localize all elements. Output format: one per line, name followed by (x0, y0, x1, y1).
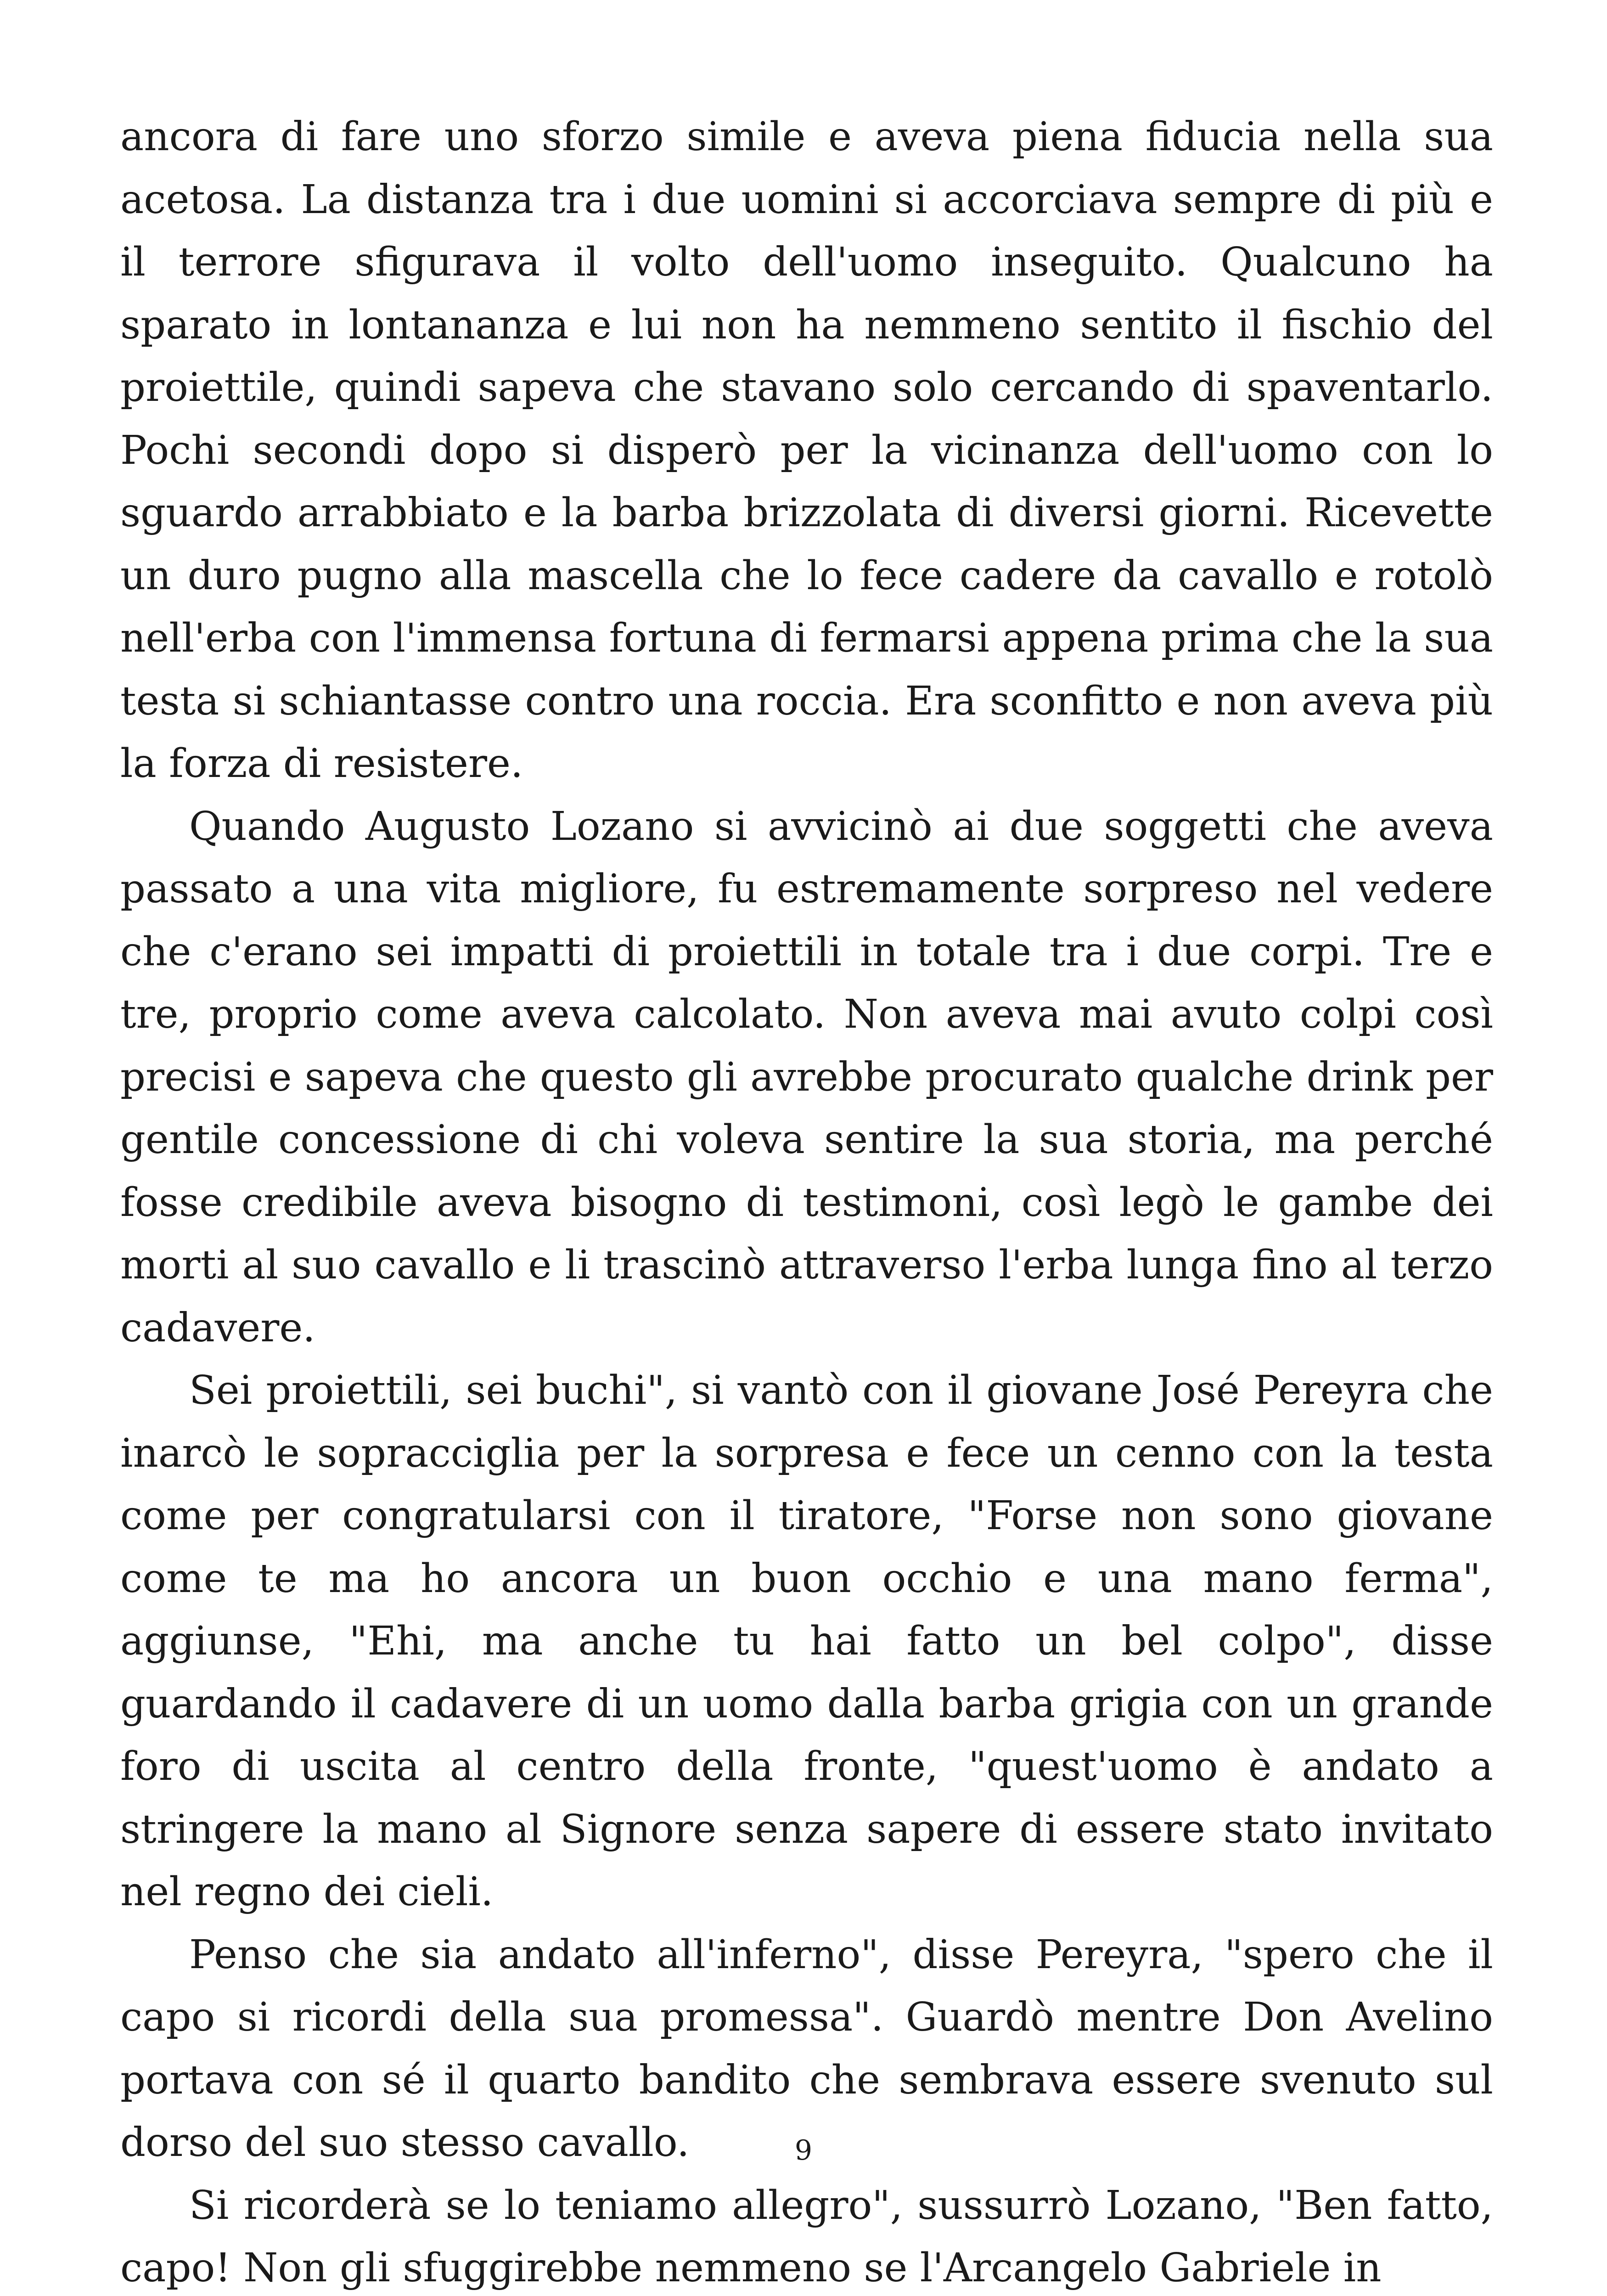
page-body (120, 106, 1493, 2296)
paragraph-3: Sei proiettili, sei buchi", si vantò con il giovane José Pereyra che inarcò le sopracciglia per la sorpresa e fece un cenno con la testa come per congratularsi con il tiratore, "Forse non sono giovane come te ma ho ancora un buon occhio e una mano ferma", aggiunse, "Ehi, ma anche tu hai fatto un bel colpo", disse guardando il cadavere di un uomo dalla barba grigia con un grande foro di uscita al centro della fronte, "quest'uomo è andato a stringere la mano al Signore senza sapere di essere stato invitato nel regno dei cieli. (120, 1359, 1493, 1924)
paragraph-4: Penso che sia andato all'inferno", disse Pereyra, "spero che il capo si ricordi della sua promessa". Guardò mentre Don Avelino portava con sé il quarto bandito che sembrava essere svenuto sul dorso del suo stesso cavallo. (120, 1924, 1493, 2174)
paragraph-1: ancora di fare uno sforzo simile e aveva piena fiducia nella sua acetosa. La distanza tra i due uomini si accorciava sempre di più e il terrore sfigurava il volto dell'uomo inseguito. Qualcuno ha sparato in lontananza e lui non ha nemmeno sentito il fischio del proiettile, quindi sapeva che stavano solo cercando di spaventarlo. Pochi secondi dopo si disperò per la vicinanza dell'uomo con lo sguardo arrabbiato e la barba brizzolata di diversi giorni. Ricevette un duro pugno alla mascella che lo fece cadere da cavallo e rotolò nell'erba con l'immensa fortuna di fermarsi appena prima che la sua testa si schiantasse contro una roccia. Era sconfitto e non aveva più la forza di resistere. (120, 106, 1493, 795)
paragraph-5: Si ricorderà se lo teniamo allegro", sussurrò Lozano, "Ben fatto, capo! Non gli sfuggirebbe nemmeno se l'Arcangelo Gabriele in (120, 2174, 1493, 2296)
page-number: 9 (0, 2134, 1607, 2167)
paragraph-2: Quando Augusto Lozano si avvicinò ai due soggetti che aveva passato a una vita migliore, fu estremamente sorpreso nel vedere che c'erano sei impatti di proiettili in totale tra i due corpi. Tre e tre, proprio come aveva calcolato. Non aveva mai avuto colpi così precisi e sapeva che questo gli avrebbe procurato qualche drink per gentile concessione di chi voleva sentire la sua storia, ma perché fosse credibile aveva bisogno di testimoni, così legò le gambe dei morti al suo cavallo e li trascinò attraverso l'erba lunga fino al terzo cadavere. (120, 795, 1493, 1360)
